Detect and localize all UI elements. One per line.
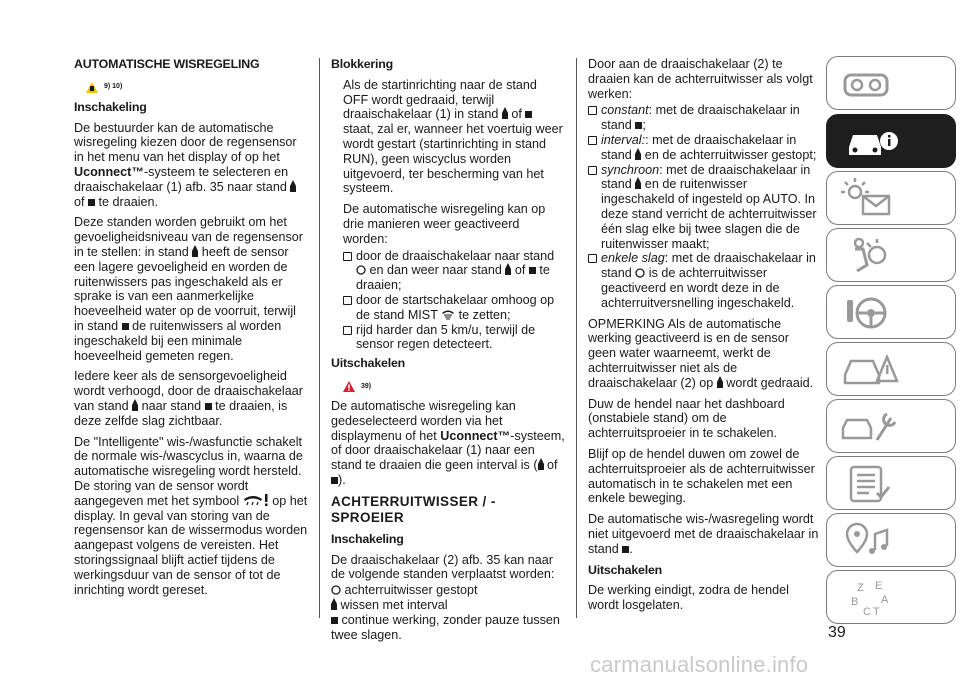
subheading-uitschakelen-2: Uitschakelen [588,562,663,577]
column-divider [576,58,577,618]
column-2 [331,57,565,642]
paragraph-d1: Door aan de draaischakelaar (2) te draaien kan de achterruitwisser als volgt werken: [588,57,813,101]
nav-music-icon [841,520,901,562]
list-item: continue werking, zonder pauze tussen twee slagen. [331,612,560,642]
continuous-position-icon [529,267,536,274]
tab-maintenance[interactable] [826,399,956,453]
tab-checklist[interactable] [826,456,956,510]
list-item: constant: met de draaischakelaar in stand ; [588,103,820,133]
warning-refs-text: 9) 10) [104,83,123,91]
paragraph-i1: De draaischakelaar (2) afb. 35 kan naar de volgende standen verplaatst worden: [331,552,555,582]
bullet-square-icon [588,106,597,115]
subheading-blokkering: Blokkering [331,57,394,71]
warning-car-icon [841,349,901,391]
bullet-square-icon [343,252,352,261]
column-3 [588,57,820,619]
list-item: door de startschakelaar omhoog op de stand MIST te zetten; [343,293,565,323]
list-item: door de draaischakelaar naar stand en dan weer naar stand of te draaien; [343,249,565,293]
column-1 [74,57,308,603]
paragraph-u1: De automatische wisregeling kan gedeselecteerd worden via het displaymenu of het Uconnect™-systeem, of door draaischakelaar (1) naar een stand te draaien die geen interval is ( of ). [331,398,565,487]
list-item: achterruitwisser gestopt [331,583,565,598]
tools-wrench-icon [841,406,901,448]
continuous-position-icon [525,111,532,118]
paragraph-4: De "Intelligente" wis-/wasfunctie schakelt de normale wis-/wascyclus in, waarna de automatische wisregeling wordt hersteld. De storing van de sensor wordt aangegeven met het symbool op het display. In geval van storing van de regensensor kan de wissermodus worden aangepast volgens de vereisten. Het storingssignaal blijft actief tijdens de werkingsduur van de sensor of tot de inrichting wordt gereset. [74,434,308,597]
tab-dashboard[interactable] [826,56,956,110]
blokkering-body [343,78,565,352]
paragraph-d2: Duw de hendel naar het dashboard (onstabiele stand) om de achterruitsproeier in te schakelen. [588,396,785,441]
danger-warning-icon [343,381,355,392]
paragraph-2: Deze standen worden gebruikt om het gevoeligheidsniveau van de regensensor in te stellen: in stand heeft de sensor een lagere gevoeligheid en worden de ruitenwissers pas ingeschakeld als er sprake is van een aanmerkelijke hoeveelheid water op de voorruit, terwijl in stand de ruitenwissers al worden ingeschakeld bij een minimale hoeveelheid gemeten regen. [74,215,303,363]
list-item: synchroon: met de draaischakelaar in stand en de ruitenwisser ingeschakeld of ingesteld op AUTO. In deze stand verricht de achterruitwisser één slag elke bij twee slagen die de ruitenwisser maakt; [588,163,820,252]
continuous-position-icon [331,617,338,624]
paragraph-d3: Blijf op de hendel duwen om zowel de achterruitsproeier als de achterruitwisser automatisch in te schakelen met een enkele beweging. [588,446,815,506]
continuous-position-icon [205,403,212,410]
bullet-square-icon [588,254,597,263]
alphabet-index-icon [841,577,901,619]
paragraph-opmerking: OPMERKING Als de automatische werking geactiveerd is en de sensor geen water waarneemt, werkt de achterruitwisser niet als de draaischakelaar (2) op wordt gedraaid. [588,316,814,390]
column-divider [319,58,320,618]
mist-wiper-icon [441,309,455,320]
paragraph-d5: De werking eindigt, zodra de hendel wordt losgelaten. [588,583,789,613]
svg-text:A: A [881,594,889,606]
svg-text:T: T [873,606,880,618]
svg-text:Z: Z [857,582,864,594]
hand-warning-icon [86,82,98,93]
tab-lights-mail[interactable] [826,171,956,225]
paragraph-3: Iedere keer als de sensorgevoeligheid wordt verhoogd, door de draaischakelaar van stand naar stand te draaien, is deze zelfde slag zichtbaar. [74,369,303,428]
checklist-icon [841,463,901,505]
section-heading-automatic-wiper: AUTOMATISCHE WISREGELING [74,57,260,71]
subheading-inschakeling-2: Inschakeling [331,531,404,546]
tab-car-info[interactable] [826,114,956,168]
paragraph-d4: De automatische wis-/wasregeling wordt niet uitgevoerd met de draaischakelaar in stand . [588,512,819,556]
off-position-icon [356,265,366,275]
continuous-position-icon [88,199,95,206]
subheading-inschakeling: Inschakeling [74,99,147,114]
paragraph-1: De bestuurder kan de automatische wisregeling kiezen door de regensensor in het menu van het display of op het Uconnect™-systeem te selecteren en draaischakelaar (1) afb. 35 naar stand of te draaien. [74,120,297,209]
bullet-square-icon [588,166,597,175]
warning-references [86,78,308,98]
lights-mail-icon [841,178,901,220]
warning-reference [343,377,565,397]
paragraph-b1: Als de startinrichting naar de stand OFF wordt gedraaid, terwijl draaischakelaar (1) in stand of staat, zal er, wanneer het voertuig weer wordt gestart (startinrichting in stand RUN), geen wiscyclus worden uitgevoerd, ter bescherming van het systeem. [343,77,563,196]
continuous-position-icon [122,323,129,330]
page-number: 39 [828,624,846,641]
warning-ref-text: 39) [361,382,372,390]
svg-text:C: C [863,606,871,618]
bullet-square-icon [343,326,352,335]
section-heading-rear-wiper: ACHTERRUITWISSER / -SPROEIER [331,493,496,525]
continuous-position-icon [331,477,338,484]
rain-sensor-fault-icon [243,494,269,506]
interval-position-icon [290,180,296,192]
off-position-icon [331,585,341,595]
paragraph-b2: De automatische wisregeling kan op drie manieren weer geactiveerd worden: [343,202,546,246]
car-info-icon [841,121,901,163]
subheading-uitschakelen: Uitschakelen [331,356,406,371]
airbag-icon [841,235,901,277]
steering-wheel-icon [841,292,901,334]
bullet-square-icon [588,136,597,145]
tab-airbag[interactable] [826,228,956,282]
tab-emergency[interactable] [826,342,956,396]
tab-index[interactable] [826,570,956,624]
dashboard-icon [841,63,891,105]
list-item: rijd harder dan 5 km/u, terwijl de sensor regen detecteert. [343,323,565,353]
tab-multimedia[interactable] [826,513,956,567]
list-item: enkele slag: met de draaischakelaar in stand is de achterruitwisser geactiveerd en wordt deze in de achterruitversnelling ingeschakeld. [588,251,820,310]
off-position-icon [635,268,645,278]
svg-text:E: E [875,580,883,592]
list-item: wissen met interval [331,598,565,613]
tab-steering[interactable] [826,285,956,339]
svg-text:B: B [851,596,859,608]
footer-watermark: carmanualsonline.info [590,652,809,677]
bullet-square-icon [343,296,352,305]
list-item: interval:: met de draaischakelaar in stand en de achterruitwisser gestopt; [588,133,820,163]
interval-position-icon [331,598,337,610]
